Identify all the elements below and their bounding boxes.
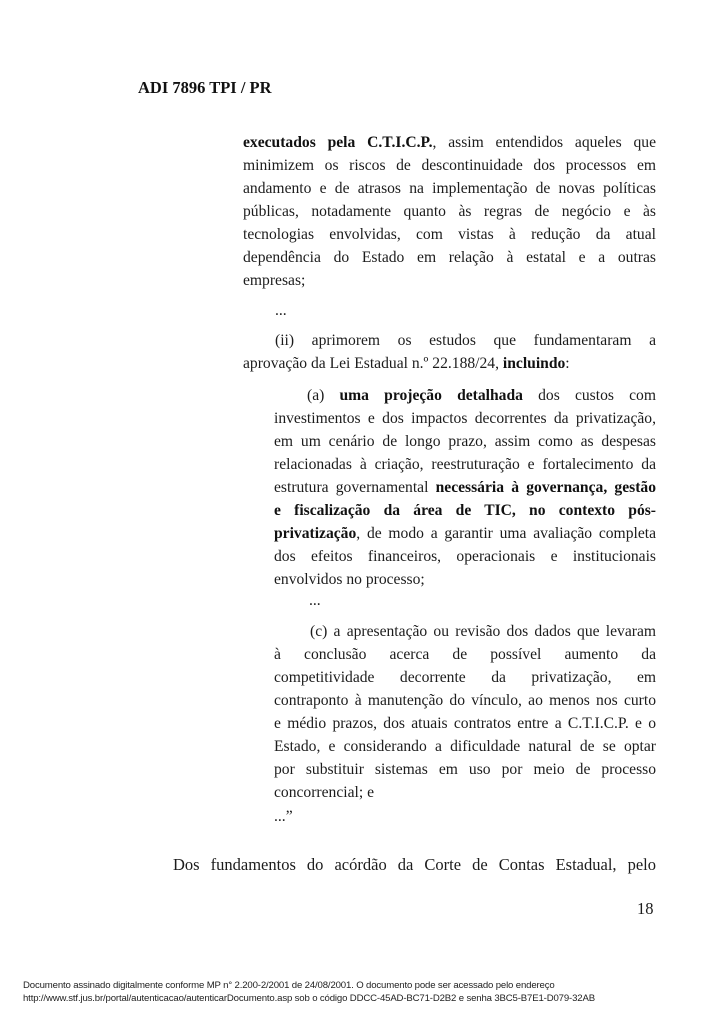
quote-line: executados pela C.T.I.C.P., assim entendidos aqueles que (243, 134, 656, 151)
bold-text: incluindo (502, 355, 566, 372)
item-a-line: investimentos e dos impactos decorrentes da privatização, (274, 410, 656, 427)
case-header: ADI 7896 TPI / PR (138, 78, 272, 97)
item-c-line: Estado, e considerando a dificuldade natural de se optar (274, 738, 656, 755)
bold-text: necessária à governança, gestão (435, 479, 656, 496)
item-c-line: competitividade decorrente da privatização, em (274, 669, 656, 686)
item-c-line: concorrencial; e (274, 784, 374, 801)
quote-line: tecnologias envolvidas, com vistas à redução da atual (243, 226, 656, 243)
page-number: 18 (637, 899, 654, 918)
bold-text: executados pela C.T.I.C.P. (243, 134, 433, 151)
item-a-line: dos efeitos financeiros, operacionais e institucionais (274, 548, 656, 565)
quote-line: empresas; (243, 272, 306, 289)
item-c-line: à conclusão acerca de possível aumento da (274, 646, 656, 663)
footer-line: Documento assinado digitalmente conforme MP n° 2.200-2/2001 de 24/08/2001. O documento pode ser acessado pelo endereço (23, 980, 555, 991)
item-a-line: e fiscalização da área de TIC, no contexto pós- (274, 502, 656, 519)
item-c-line: (c) a apresentação ou revisão dos dados que levaram (310, 623, 656, 640)
item-c-line: e médio prazos, dos atuais contratos entre a C.T.I.C.P. e o (274, 715, 656, 732)
quote-line: andamento e de atrasos na implementação de novas políticas (243, 180, 656, 197)
quote-line: públicas, notadamente quanto às regras de negócio e às (243, 203, 656, 220)
item-a-line: envolvidos no processo; (274, 571, 425, 588)
footer-line: http://www.stf.jus.br/portal/autenticacao/autenticarDocumento.asp sob o código DDCC-45AD-BC71-D2B2 e senha 3BC5-B7E1-D079-32AB (23, 993, 595, 1004)
ellipsis: ... (309, 592, 321, 609)
quote-line: minimizem os riscos de descontinuidade dos processos em (243, 157, 656, 174)
body-paragraph-start: Dos fundamentos do acórdão da Corte de Contas Estadual, pelo (173, 855, 656, 874)
quote-line: dependência do Estado em relação à estatal e a outras (243, 249, 656, 266)
ellipsis: ... (275, 302, 287, 319)
signature-footer (23, 979, 595, 1005)
item-a-line: relacionadas à criação, reestruturação e fortalecimento da (274, 456, 656, 473)
item-ii-line: aprovação da Lei Estadual n.º 22.188/24, incluindo: (243, 355, 570, 372)
item-a-line: privatização, de modo a garantir uma avaliação completa (274, 525, 656, 542)
item-a-line: (a) uma projeção detalhada dos custos com (307, 387, 656, 404)
closing-ellipsis: ...” (274, 808, 293, 825)
bold-text: privatização (274, 525, 357, 542)
item-c-line: contraponto à manutenção do vínculo, ao menos nos curto (274, 692, 656, 709)
item-c-line: por substituir sistemas em uso por meio de processo (274, 761, 656, 778)
item-a-line: em um cenário de longo prazo, assim como as despesas (274, 433, 656, 450)
item-a-line: estrutura governamental necessária à governança, gestão (274, 479, 656, 496)
bold-text: uma projeção detalhada (339, 387, 523, 404)
item-ii-line: (ii) aprimorem os estudos que fundamentaram a (275, 332, 656, 349)
